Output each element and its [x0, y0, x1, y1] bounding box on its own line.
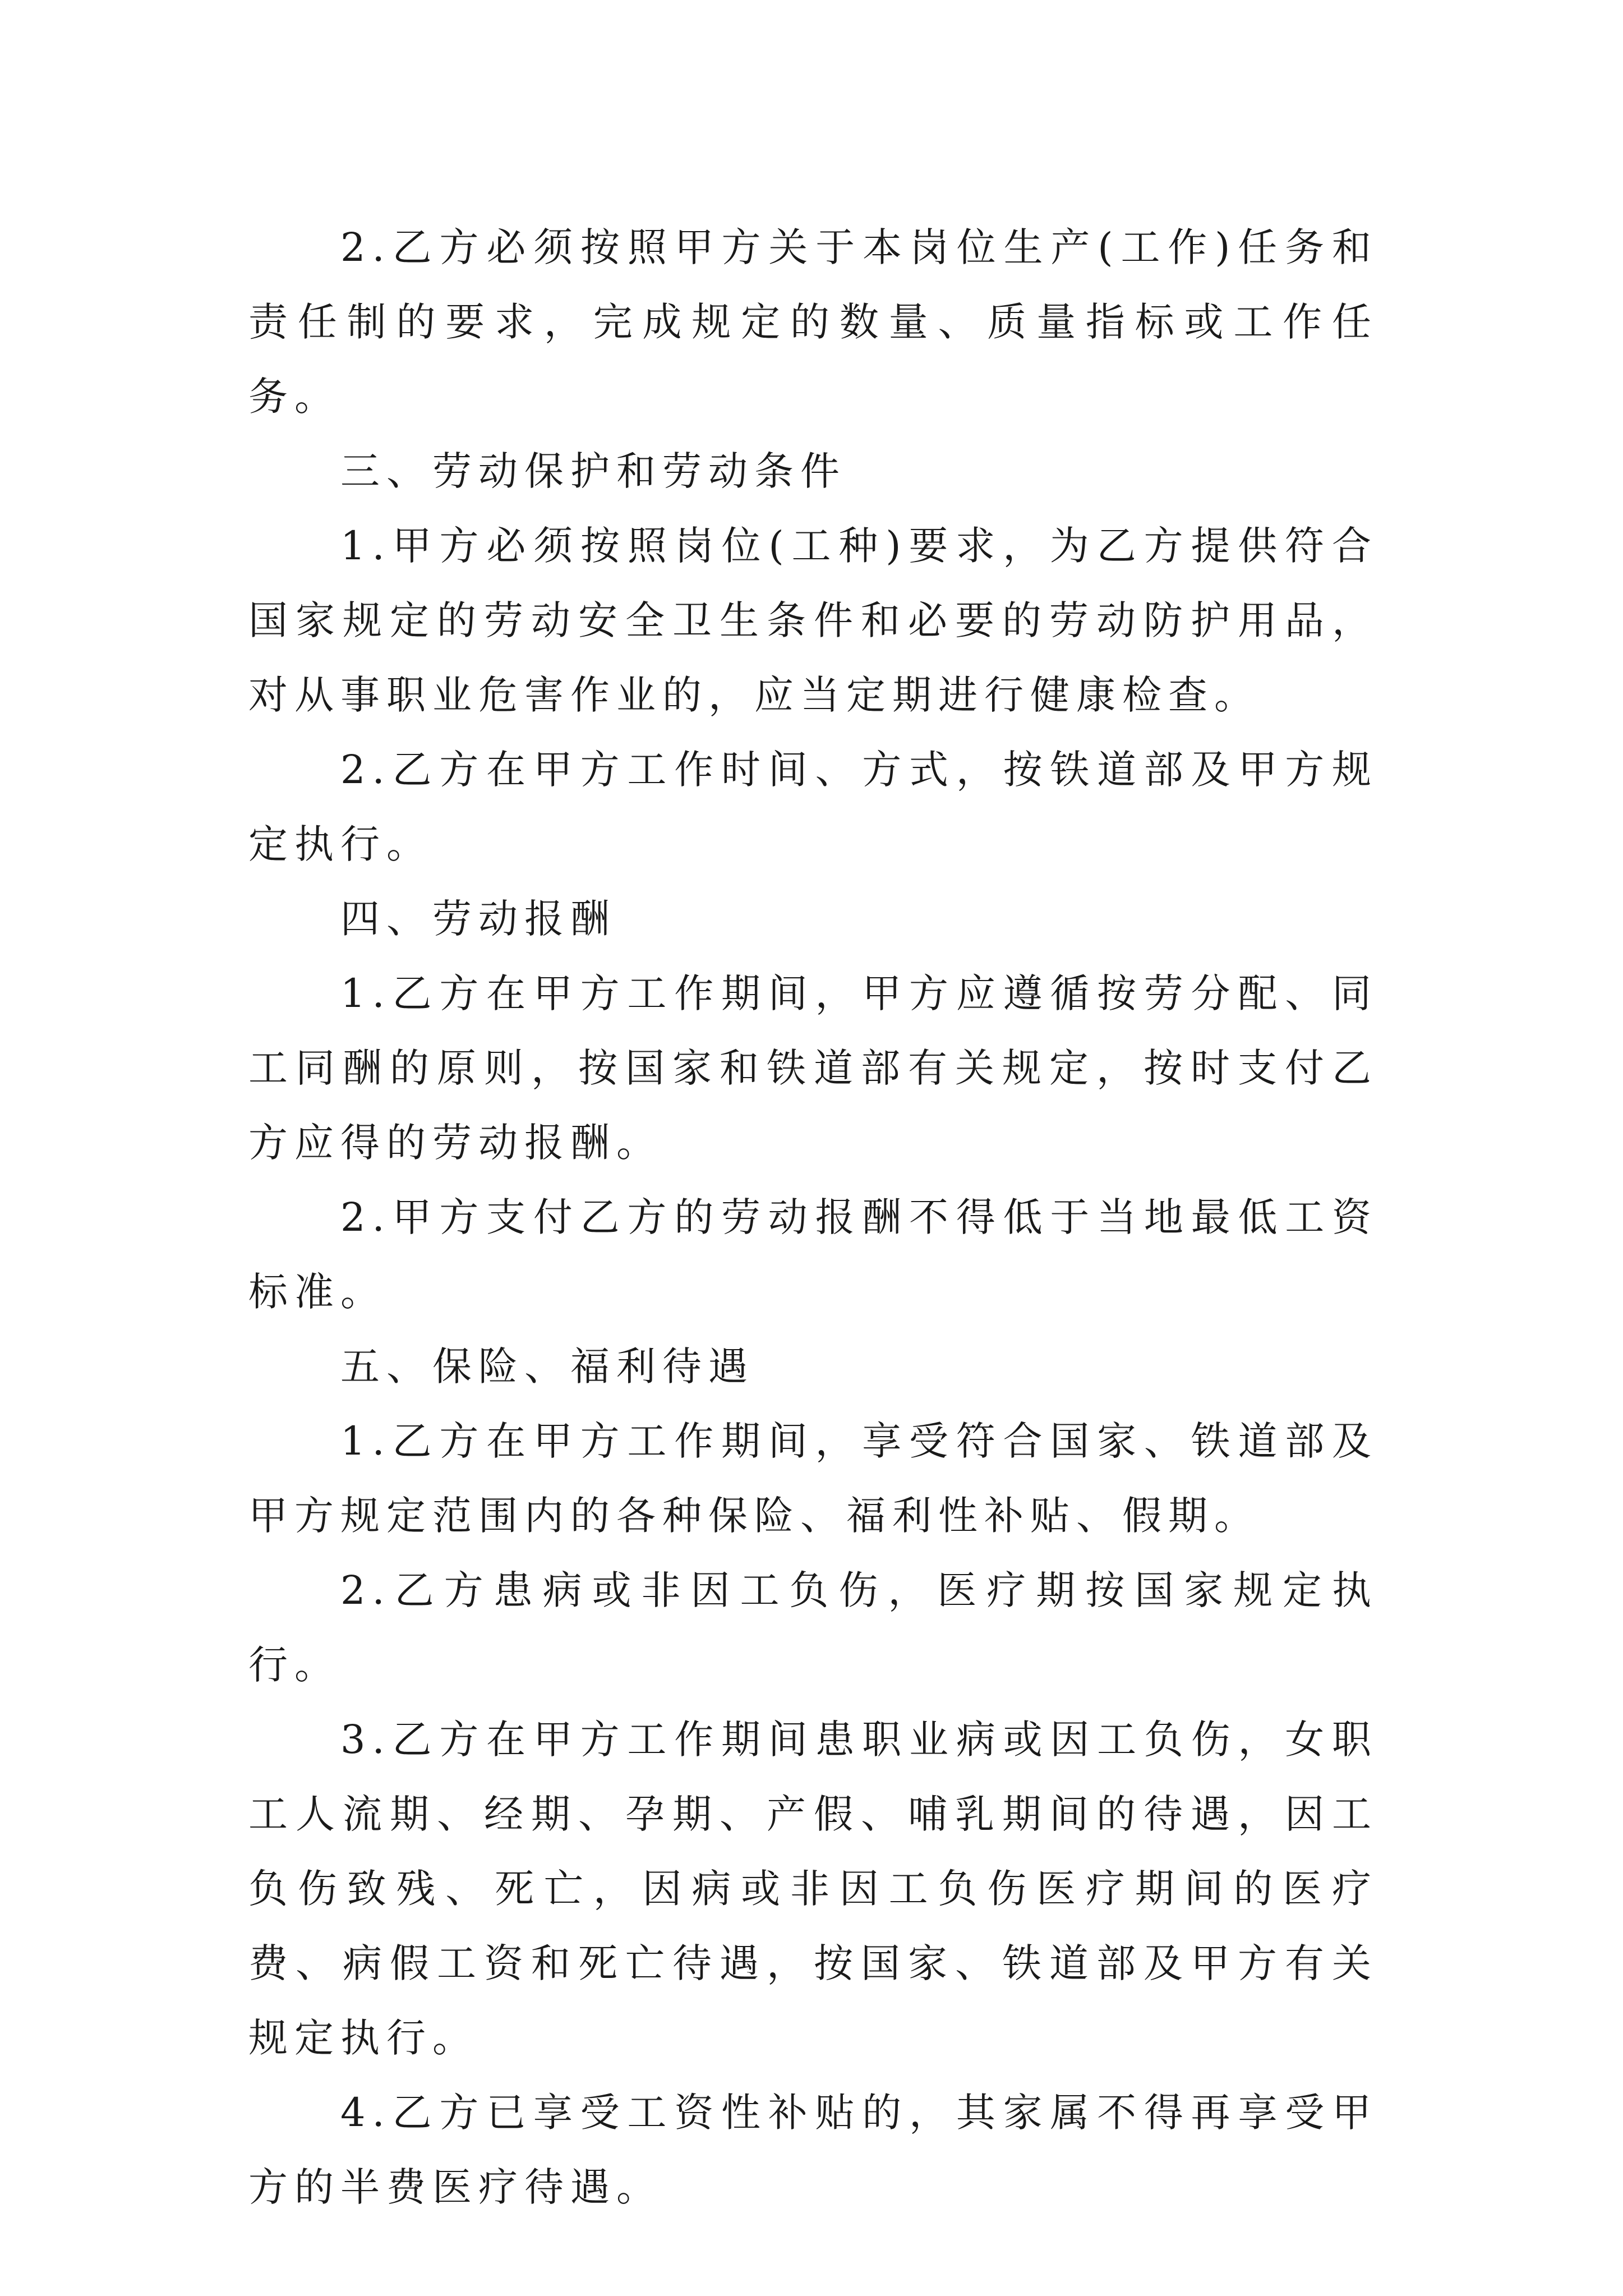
paragraph-remuneration-clause-1: 1.乙方在甲方工作期间，甲方应遵循按劳分配、同工同酬的原则，按国家和铁道部有关规定，按时支付乙方应得的劳动报酬。 — [248, 970, 1378, 1166]
section-heading-remuneration: 四、劳动报酬 — [340, 896, 616, 942]
paragraph-protection-clause-2: 2.乙方在甲方工作时间、方式，按铁道部及甲方规定执行。 — [248, 747, 1378, 867]
paragraph-remuneration-clause-2: 2.甲方支付乙方的劳动报酬不得低于当地最低工资标准。 — [248, 1194, 1378, 1315]
paragraph-welfare-clause-3: 3.乙方在甲方工作期间患职业病或因工负伤，女职工人流期、经期、孕期、产假、哺乳期间的待遇，因工负伤致残、死亡，因病或非因工负伤医疗期间的医疗费、病假工资和死亡待遇，按国家、铁道部及甲方有关规定执行。 — [248, 1717, 1378, 2061]
section-heading-insurance-welfare: 五、保险、福利待遇 — [340, 1343, 754, 1389]
paragraph-welfare-clause-4: 4.乙方已享受工资性补贴的，其家属不得再享受甲方的半费医疗待遇。 — [248, 2090, 1378, 2210]
document-body — [248, 210, 1378, 2225]
section-heading-labor-protection: 三、劳动保护和劳动条件 — [340, 448, 846, 494]
paragraph-protection-clause-1: 1.甲方必须按照岗位(工种)要求，为乙方提供符合国家规定的劳动安全卫生条件和必要的劳动防护用品，对从事职业危害作业的，应当定期进行健康检查。 — [248, 523, 1378, 718]
paragraph-clause-2-duties: 2.乙方必须按照甲方关于本岗位生产(工作)任务和责任制的要求，完成规定的数量、质量指标或工作任务。 — [248, 224, 1378, 420]
paragraph-welfare-clause-2: 2.乙方患病或非因工负伤，医疗期按国家规定执行。 — [248, 1567, 1378, 1688]
paragraph-welfare-clause-1: 1.乙方在甲方工作期间，享受符合国家、铁道部及甲方规定范围内的各种保险、福利性补贴、假期。 — [248, 1418, 1378, 1539]
